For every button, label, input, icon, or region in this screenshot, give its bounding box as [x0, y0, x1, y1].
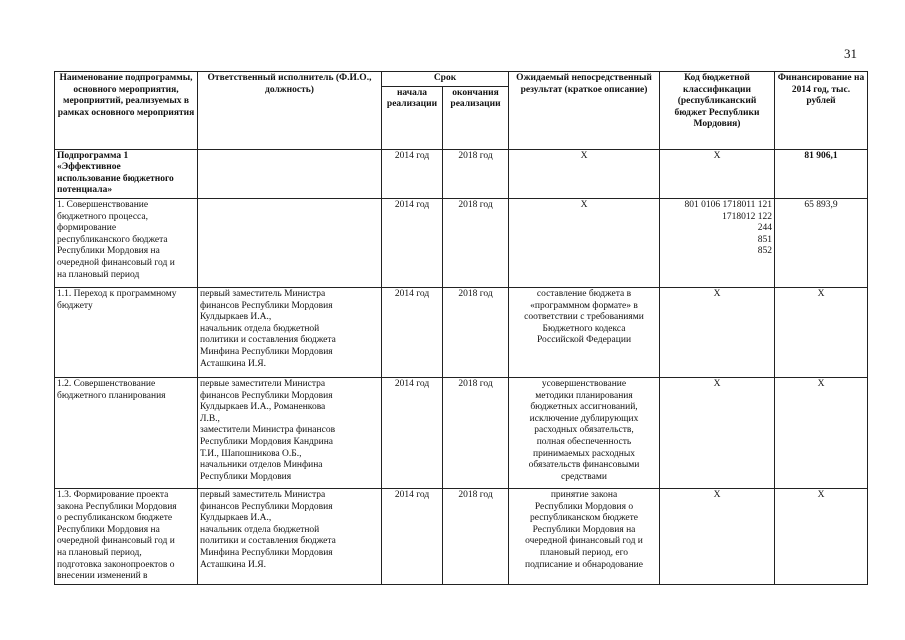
- row-code: X: [660, 488, 775, 584]
- row-end: 2018 год: [443, 488, 509, 584]
- row-name: Подпрограмма 1 «Эффективное использование бюджетного потенциала»: [55, 149, 198, 198]
- header-term-end: окончания реализации: [443, 86, 509, 149]
- table-row: [55, 287, 868, 377]
- row-executor: первые заместители Министра финансов Республики Мордовия Кулдыркаев И.А., Романенкова Л.В., заместители Министра финансов Республики Мордовия Кандрина Т.И., Шапошникова О.Б., начальники отделов Минфина Республики Мордовия: [198, 377, 382, 488]
- row-code: X: [660, 377, 775, 488]
- row-executor: первый заместитель Министра финансов Республики Мордовия Кулдыркаев И.А., начальник отдела бюджетной политики и составления бюджета Минфина Республики Мордовия Асташкина И.Я.: [198, 287, 382, 377]
- row-financing: 81 906,1: [775, 149, 868, 198]
- row-name: 1. Совершенствование бюджетного процесса, формирование республиканского бюджета Республики Мордовия на очередной финансовый год и на плановый период: [55, 198, 198, 287]
- program-table: [54, 71, 868, 585]
- header-executor: Ответственный исполнитель (Ф.И.О., должность): [198, 72, 382, 150]
- header-financing: Финансирование на 2014 год, тыс. рублей: [775, 72, 868, 150]
- table-row: [55, 377, 868, 488]
- row-end: 2018 год: [443, 149, 509, 198]
- row-start: 2014 год: [382, 149, 443, 198]
- row-code: X: [660, 287, 775, 377]
- row-end: 2018 год: [443, 377, 509, 488]
- header-budget-code: Код бюджетной классификации (республиканский бюджет Республики Мордовия): [660, 72, 775, 150]
- table-row: [55, 149, 868, 198]
- table-row: [55, 198, 868, 287]
- row-start: 2014 год: [382, 198, 443, 287]
- row-financing: X: [775, 488, 868, 584]
- header-term: Срок: [382, 72, 509, 87]
- row-financing: X: [775, 287, 868, 377]
- row-start: 2014 год: [382, 377, 443, 488]
- row-end: 2018 год: [443, 198, 509, 287]
- table-row: [55, 488, 868, 584]
- row-code: 801 0106 1718011 121 1718012 122 244 851 852: [660, 198, 775, 287]
- header-name: Наименование подпрограммы, основного мероприятия, мероприятий, реализуемых в рамках основного мероприятия: [55, 72, 198, 150]
- row-name: 1.1. Переход к программному бюджету: [55, 287, 198, 377]
- row-name: 1.2. Совершенствование бюджетного планирования: [55, 377, 198, 488]
- row-executor: [198, 198, 382, 287]
- row-result: усовершенствование методики планирования бюджетных ассигнований, исключение дублирующих расходных обязательств, полная обеспеченность принимаемых расходных обязательств финансовыми средствами: [509, 377, 660, 488]
- row-result: X: [509, 149, 660, 198]
- row-start: 2014 год: [382, 287, 443, 377]
- row-executor: первый заместитель Министра финансов Республики Мордовия Кулдыркаев И.А., начальник отдела бюджетной политики и составления бюджета Минфина Республики Мордовия Асташкина И.Я.: [198, 488, 382, 584]
- header-term-start: начала реализации: [382, 86, 443, 149]
- page-number: 31: [844, 46, 857, 61]
- row-executor: [198, 149, 382, 198]
- row-name: 1.3. Формирование проекта закона Республики Мордовия о республиканском бюджете Республики Мордовия на очередной финансовый год и на плановый период, подготовка законопроектов о внесении изменений в: [55, 488, 198, 584]
- row-financing: 65 893,9: [775, 198, 868, 287]
- row-result: принятие закона Республики Мордовия о республиканском бюджете Республики Мордовия на очередной финансовый год и плановый период, его подписание и обнародование: [509, 488, 660, 584]
- row-result: составление бюджета в «программном формате» в соответствии с требованиями Бюджетного кодекса Российской Федерации: [509, 287, 660, 377]
- header-result: Ожидаемый непосредственный результат (краткое описание): [509, 72, 660, 150]
- row-end: 2018 год: [443, 287, 509, 377]
- row-code: X: [660, 149, 775, 198]
- row-financing: X: [775, 377, 868, 488]
- row-result: X: [509, 198, 660, 287]
- row-start: 2014 год: [382, 488, 443, 584]
